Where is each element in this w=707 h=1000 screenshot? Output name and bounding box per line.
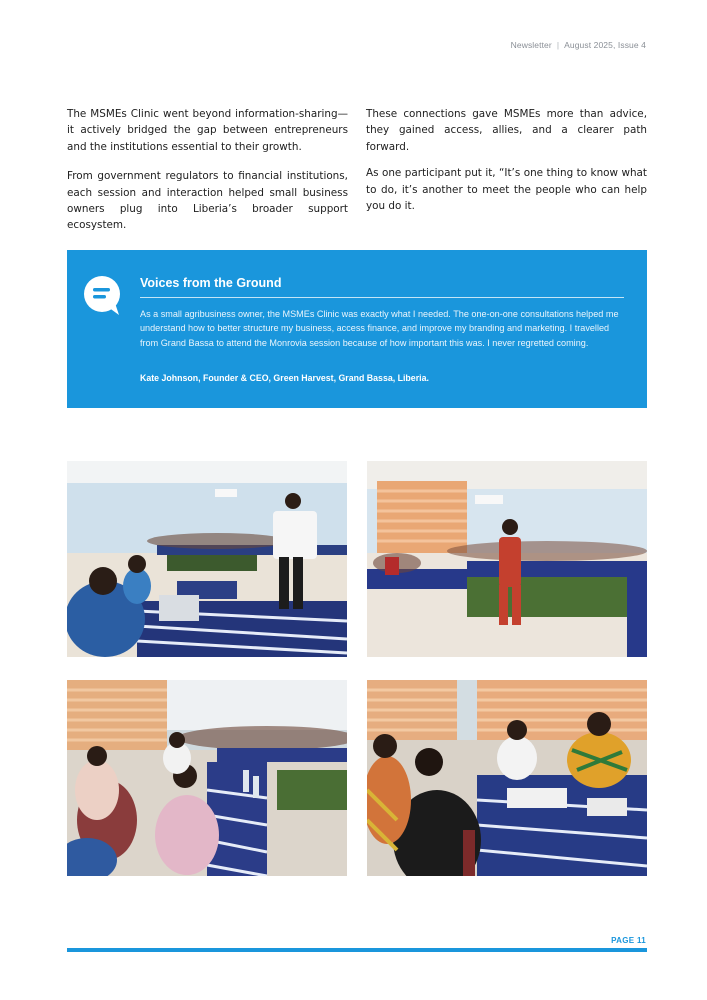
testimonial-attribution: Kate Johnson, Founder & CEO, Green Harvest, Grand Bassa, Liberia.	[140, 373, 429, 383]
event-photo-4	[367, 680, 647, 876]
testimonial-quote: As a small agribusiness owner, the MSMEs Clinic was exactly what I needed. The one-on-one consultations helped me understand how to better structure my business, access finance, and improve my branding and marketing. I travelled from Grand Bassa to attend the Monrovia session because of how important this was. I never regretted coming.	[140, 309, 619, 348]
event-photo-3	[67, 680, 347, 876]
left-column	[67, 106, 348, 244]
newsletter-header	[511, 40, 646, 50]
issue-label: August 2025, Issue 4	[564, 40, 646, 50]
event-photo-2	[367, 461, 647, 657]
paragraph: As one participant put it, “It’s one thing to know what to do, it’s another to meet the people who can help you do it.	[366, 167, 647, 213]
title-divider	[140, 297, 624, 298]
footer-rule	[67, 948, 647, 952]
paragraph: These connections gave MSMEs more than advice, they gained access, allies, and a clearer path forward.	[366, 108, 647, 153]
article-body	[67, 106, 647, 244]
paragraph: From government regulators to financial institutions, each session and interaction helped small business owners plug into Liberia’s broader support ecosystem.	[67, 170, 348, 232]
testimonial-box	[67, 250, 647, 408]
page-number: PAGE 11	[611, 936, 646, 945]
right-column	[366, 106, 647, 244]
speech-bubble-icon	[82, 275, 122, 317]
paragraph: The MSMEs Clinic went beyond information-sharing—it actively bridged the gap between entrepreneurs and the institutions essential to their growth.	[67, 108, 348, 153]
testimonial-title: Voices from the Ground	[140, 276, 282, 290]
event-photo-1	[67, 461, 347, 657]
publication-name: Newsletter	[510, 40, 552, 50]
header-divider: |	[556, 40, 560, 50]
